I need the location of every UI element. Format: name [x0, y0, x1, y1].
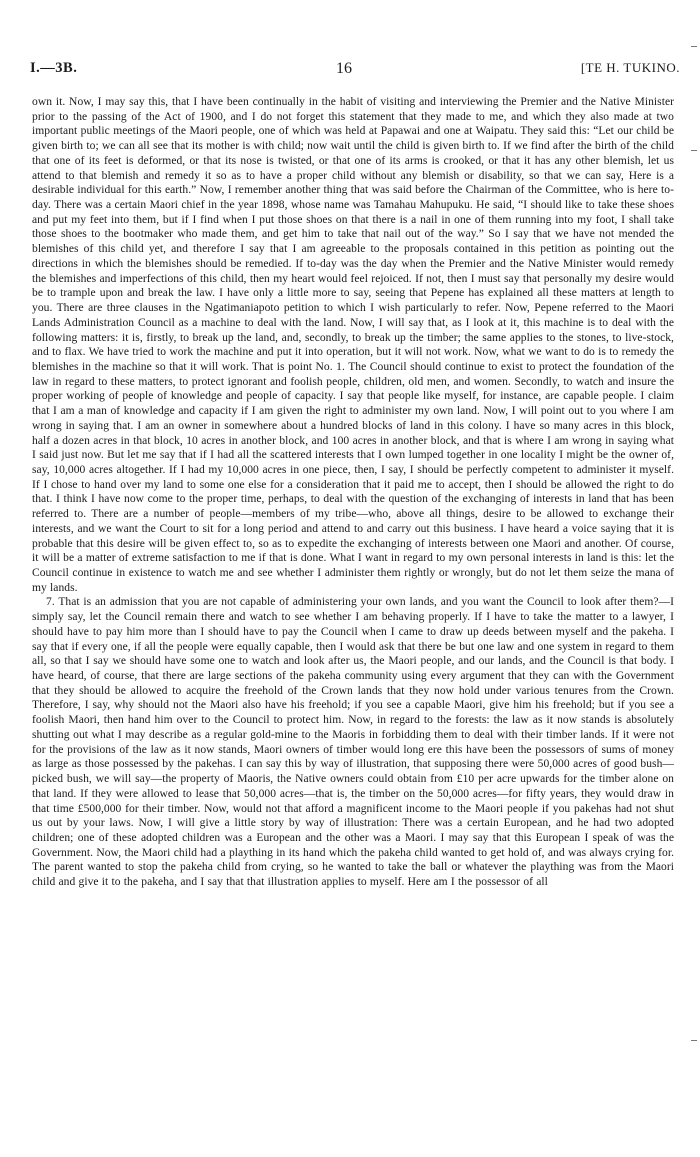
edge-mark: [691, 1040, 697, 1041]
page-header: [30, 60, 680, 82]
paper-reference: I.—3B.: [30, 60, 78, 76]
body-text: [32, 95, 674, 890]
edge-mark: [691, 150, 697, 151]
speaker-heading: [TE H. TUKINO.: [580, 60, 680, 75]
page-number: 16: [336, 60, 352, 77]
paragraph-continuation: own it. Now, I may say this, that I have been continually in the habit of visiting and interviewing the Premier and the Native Minister prior to the passing of the Act of 1900, and I do not forget this statement that they made to me, and which they also made at two important public meetings of the Maori people, one of which was held at Papawai and one at Waipatu. They said this: “Let our child be given birth to; we can all see that its mother is with child; now wait until the child is given birth to. If we find after the birth of the child that one of its feet is deformed, or that its nose is twisted, or that one of its arms is crooked, or that it has any other blemish, let us attend to that blemish and remedy it so as to have a proper child without any blemish or disability, so that we can say, Here is a desirable individual for this earth.” Now, I remember another thing that was said before the Chairman of the Committee, who is here to-day. There was a certain Maori chief in the year 1898, whose name was Tamahau Mahupuku. He said, “I should like to take these shoes and put my feet into them, but if I find when I put those shoes on that there is a nail in one of them running into my foot, I shall take those shoes to the bootmaker who made them, and get him to take that nail out of the way.” So I say that we have not mended the blemishes of this child yet, and therefore I say that I am agreeable to the proposals contained in this petition as pointing out the directions in which the blemishes should be remedied. If to-day was the day when the Premier and the Native Minister would remedy the blemishes and imperfections of this child, then my heart would feel rejoiced. If not, then I must say that personally my desire would be to trample upon and break the law. I have only a little more to say, seeing that Pepene has explained all these matters at length to you. There are three clauses in the Ngatimaniapoto petition to which I wish particularly to refer. Now, Pepene referred to the Maori Lands Administration Council as a machine to deal with the land. Now, I will say that, as I look at it, this machine is to deal with the following matters: it is, firstly, to break up the land, and, secondly, to break up the timber; the same applies to the stones, to live-stock, and to flax. We have tried to work the machine and put it into operation, but it will not work. Now, what we want to do is to remedy the blemishes in the machine so that it will work. That is point No. 1. The Council should continue to exist to protect the foundation of the law in regard to these matters, to protect ignorant and foolish people, children, old men, and women. Secondly, to watch and insure the proper working of people of knowledge and people of capacity. I say that people like myself, for instance, are capable people. I claim that I am a man of knowledge and capacity if I am given the right to administer my own land. Now, I will point out to you where I am wrong in saying that. I am an owner in somewhere about a hundred blocks of land in this colony. I have so many acres in this block, half a dozen acres in that block, 10 acres in another block, and 100 acres in another block, and that is where I am wrong in saying what I said just now. But let me say that if I had all the scattered interests that I own lumped together in one locality I might be the owner of, say, 10,000 acres altogether. If I had my 10,000 acres in one piece, then, I say, I should be perfectly competent to administer it myself. If I chose to hand over my land to some one else for a consideration that it paid me to accept, then I should be allowed the right to do that. I think I have now come to the proper time, perhaps, to deal with the question of the exchanging of interests in land that has been referred to. There are a number of people—members of my tribe—who, above all things, desire to be allowed to exchange their interests, and we want the Court to sit for a long period and attend to and carry out this business. I have heard a voice saying that it is probable that this desire will be given effect to, so as to expedite the exchanging of interests between one Maori and another. Of course, it will be a matter of extreme satisfaction to me if that is done. What I want in regard to my own personal interests in land is this: let the Council continue in existence to watch me and see whether I administer them rightly or wrongly, but do not let them seize the mana of my lands.: [32, 96, 674, 594]
edge-mark: [691, 46, 697, 47]
paragraph-question-7: 7. That is an admission that you are not capable of administering your own lands, and you want the Council to look after them?—I simply say, let the Council remain there and watch to see whether I am behaving properly. If I have to take the matter to a lawyer, I should have to pay him more than I should have to pay the Council when I came to draw up deeds between myself and the pakeha. I say that if every one, if all the people were equally capable, then I would ask that there be but one law and one system in regard to them all, so that I say we should have some one to watch and look after us, the Maori people, and our lands, and the Council is that body. I have heard, of course, that there are large sections of the pakeha community using every argument that they can with the Government that they should be allowed to acquire the freehold of the Crown lands that they now hold under various tenures from the Crown. Therefore, I say, why should not the Maori also have his freehold; if you see a capable Maori, give him his freehold; but if you see a foolish Maori, then hand him over to the Council to protect him. Now, in regard to the forests: the law as it now stands is absolutely shutting out what I may describe as a regular gold-mine to the Maoris in forbidding them to deal with their timber lands. If it were not for the provisions of the law as it now stands, Maori owners of timber would long ere this have been the possessors of sums of money as large as those possessed by the pakehas. I can say this by way of illustration, that supposing there were 50,000 acres of good bush—picked bush, we will say—the property of Maoris, the Native owners could obtain from £10 per acre upwards for the timber alone on that land. If they were allowed to lease that 50,000 acres—that is, the timber on the 50,000 acres—for fifty years, they would draw in that time £500,000 for their timber. Now, would not that afford a magnificent income to the Maori people if you pakehas had not shut us out by your laws. Now, I will give a little story by way of illustration: There was a certain European, and he had two adopted children; one of these adopted children was a European and the other was a Maori. I may say that this European I speak of was the Government. Now, the Maori child had a plaything in its hand which the pakeha child wanted to get hold of, and was always crying for. The parent wanted to stop the pakeha child from crying, so he wanted to take the ball or whatever the plaything was from the Maori child and give it to the pakeha, and I say that that illustration applies to myself. Here am I the possessor of all: [32, 596, 674, 889]
